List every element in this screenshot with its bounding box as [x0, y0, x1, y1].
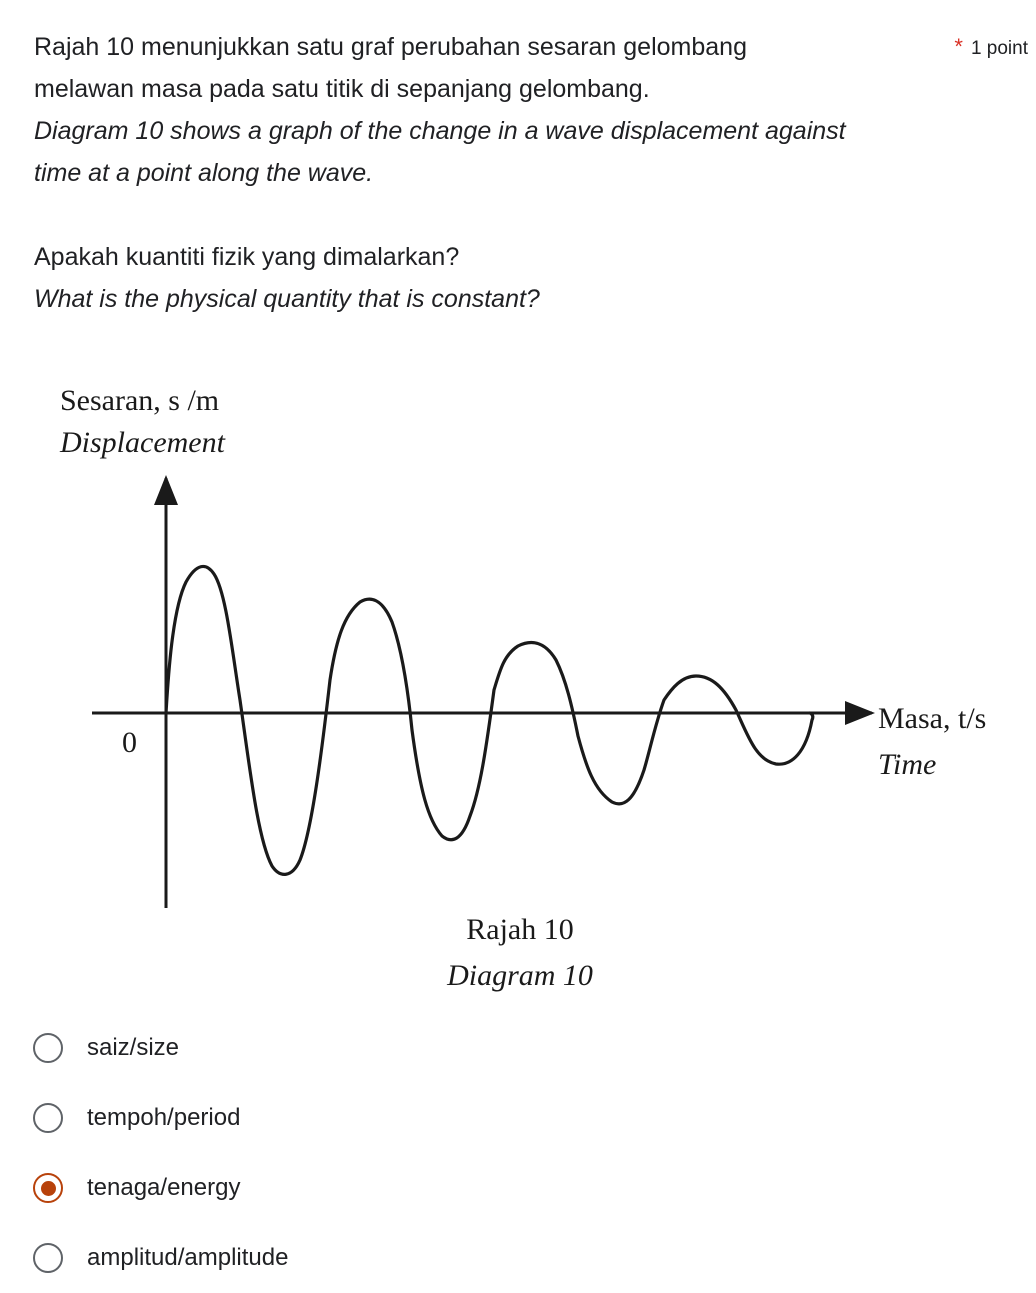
diagram-caption-en: Diagram 10	[447, 959, 593, 992]
option-label: amplitud/amplitude	[87, 1244, 289, 1271]
question-line-1-ms: Rajah 10 menunjukkan satu graf perubahan sesaran gelombang	[34, 33, 747, 61]
x-axis-label-ms: Masa, t/s	[878, 702, 987, 735]
y-axis-label-en: Displacement	[60, 426, 225, 459]
option-label: saiz/size	[87, 1034, 180, 1061]
points-label: 1 point	[970, 38, 1028, 59]
option-amplitude[interactable]	[33, 1238, 288, 1278]
radio-button-selected[interactable]	[33, 1173, 63, 1203]
radio-button[interactable]	[33, 1243, 63, 1273]
origin-label: 0	[122, 726, 137, 759]
wave-curve	[166, 566, 813, 874]
wave-diagram	[0, 370, 1036, 1010]
question-ask-en: What is the physical quantity that is constant?	[34, 285, 540, 313]
radio-selected-dot-icon	[41, 1181, 56, 1196]
required-star-icon: *	[954, 34, 963, 59]
option-period[interactable]	[33, 1098, 240, 1138]
option-size[interactable]	[33, 1028, 179, 1068]
diagram-caption-ms: Rajah 10	[466, 913, 574, 946]
question-line-1-en: Diagram 10 shows a graph of the change in a wave displacement against	[34, 117, 846, 145]
question-line-2-en: time at a point along the wave.	[34, 159, 374, 187]
option-label: tenaga/energy	[87, 1174, 241, 1201]
x-axis-label-en: Time	[878, 748, 937, 781]
question-line-2-ms: melawan masa pada satu titik di sepanjang gelombang.	[34, 75, 650, 103]
question-ask-ms: Apakah kuantiti fizik yang dimalarkan?	[34, 243, 460, 271]
option-label: tempoh/period	[87, 1104, 241, 1131]
option-energy[interactable]	[33, 1168, 240, 1208]
y-axis-label-ms: Sesaran, s /m	[60, 384, 220, 417]
radio-button[interactable]	[33, 1103, 63, 1133]
radio-button[interactable]	[33, 1033, 63, 1063]
points-indicator	[954, 34, 1028, 60]
